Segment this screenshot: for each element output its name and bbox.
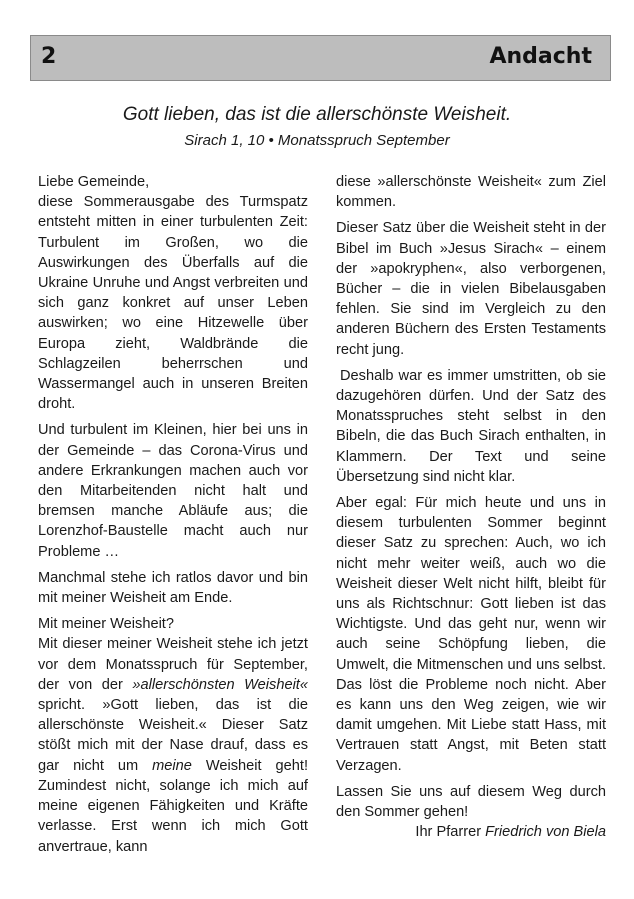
left-column: [38, 172, 308, 863]
paragraph: [38, 634, 308, 856]
paragraph: Aber egal: Für mich heute und uns in diesem turbulenten Sommer beginnt dieser Satz zu sprechen: Auch, wo ich nicht mehr weiter weiß, auch wo die Weisheit dieser Welt nicht hilft, bleibt für uns als Richtschnur: Gott lieben ist das Wichtigste. Und das geht nur, wenn wir auch seine Schöpfung lieben, die Umwelt, die Mitmenschen und uns selbst. Das löst die Probleme noch nicht. Aber es kann uns den Weg zeigen, wie wir damit umgehen. Mit Liebe statt Hass, mit Vertrauen statt Angst, mit Beten statt Verzagen.: [336, 495, 606, 774]
signature-prefix: Ihr Pfarrer: [415, 824, 486, 841]
motto-source: Sirach 1, 10 • Monatsspruch September: [184, 132, 450, 149]
paragraph: Und turbulent im Kleinen, hier bei uns in der Gemeinde – das Corona-Virus und andere Erkrankungen machen auch vor den Mitarbeitenden nicht halt und bremsen manche Abläufe aus; die Lorenzhof-Baustelle macht auch nur Probleme …: [38, 422, 308, 560]
header-bar: [30, 35, 611, 81]
text-run: Mit dieser meiner Weisheit stehe ich jetzt vor dem Monatsspruch für September, der von der: [38, 636, 308, 693]
paragraph: Mit meiner Weisheit?: [38, 616, 174, 633]
paragraph: Lassen Sie uns auf diesem Weg durch den Sommer gehen!: [336, 783, 606, 821]
paragraph: diese Sommerausgabe des Turmspatz entsteht mitten in einer turbulenten Zeit: Turbulent im Großen, wo die Auswirkungen des Überfalls auf die Ukraine Unruhe und Angst verbreiten und sich ganz konkret auf unser Leben auswirken; wo eine Hitzewelle über Europa zieht, Waldbrände die Schlagzeilen beherrschen und Wassermangel auch in unseren Breiten droht.: [38, 194, 308, 413]
paragraph: Dieser Satz über die Weisheit steht in der Bibel im Buch »Jesus Sirach« – einem der »apokryphen«, also verborgenen, Bücher – die in vielen Bibelausgaben fehlen. Sie sind im Vergleich zu den anderen Büchern des Ersten Testaments recht jung.: [336, 220, 606, 358]
section-title: Andacht: [489, 44, 592, 69]
text-run: spricht. »Gott lieben, das ist die allerschönste Weisheit.« Dieser Satz stößt mich mit der Nase drauf, dass es gar nicht um: [38, 697, 308, 774]
paragraph: Manchmal stehe ich ratlos davor und bin mit meiner Weisheit am Ende.: [38, 569, 308, 607]
page-number: 2: [41, 44, 57, 69]
greeting: Liebe Gemeinde,: [38, 174, 150, 190]
motto-quote: Gott lieben, das ist die allerschönste Weisheit.: [122, 104, 512, 125]
emphasis: meine: [152, 757, 192, 774]
signature: [336, 822, 606, 842]
right-column: [336, 172, 606, 849]
text-run: Weisheit geht! Zumindest nicht, solange ich mich auf meine eigenen Fähigkeiten und Kräfte verlasse. Erst wenn ich mich Gott anvertraue, kann: [38, 757, 309, 855]
paragraph: Deshalb war es immer umstritten, ob sie dazugehören dürfen. Und der Satz des Monatsspruches steht selbst in den Bibeln, die das Buch Sirach enthalten, in Klammern. Der Text und seine Übersetzung sind nicht klar.: [336, 367, 606, 485]
paragraph: diese »allerschönste Weisheit« zum Ziel kommen.: [336, 174, 606, 211]
signature-name: Friedrich von Biela: [485, 824, 606, 841]
emphasis: »allerschönsten Weisheit«: [132, 676, 308, 693]
